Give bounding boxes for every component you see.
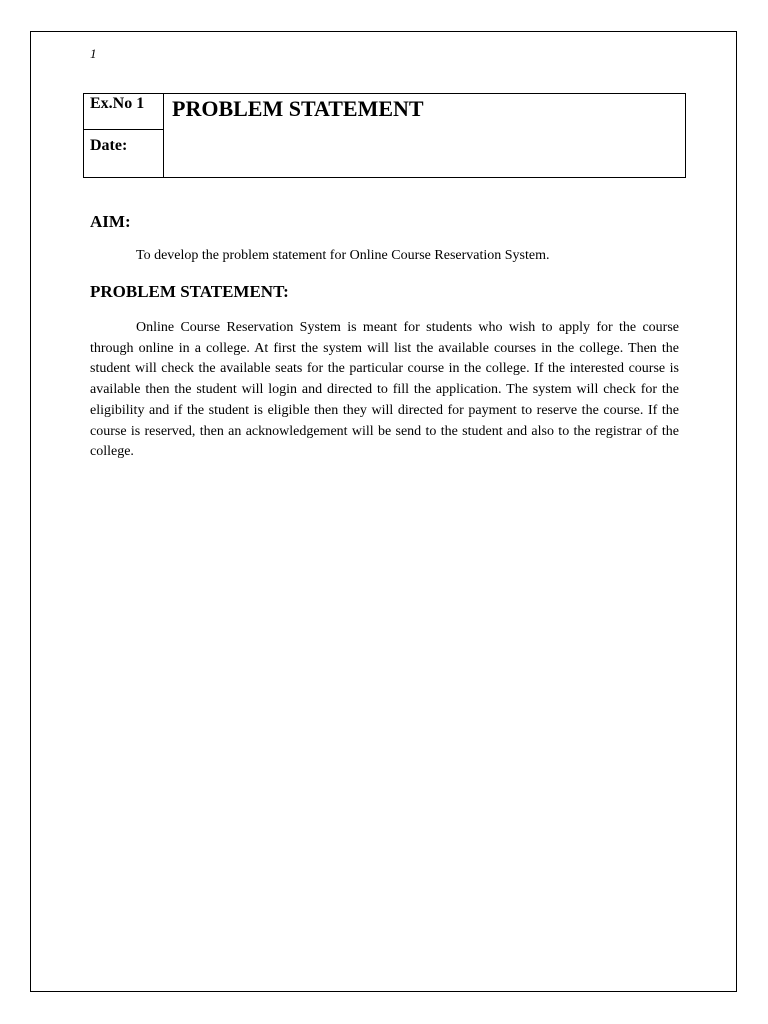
page-number: 1 bbox=[90, 46, 97, 61]
exno-divider bbox=[84, 129, 164, 130]
header-table bbox=[83, 93, 686, 178]
problem-statement-text: Online Course Reservation System is meant for students who wish to apply for the course through online in a college. At first the system will list the available courses in the college. Then the student will check the available seats for the particular course in the college. If the interested course is available then the student will login and directed to fill the application. The system will check for the eligibility and if the student is eligible then they will directed for payment to reserve the course. If the course is reserved, then an acknowledgement will be send to the student and also to the registrar of the college. bbox=[90, 320, 679, 460]
aim-text: To develop the problem statement for Online Course Reservation System. bbox=[136, 248, 550, 263]
date-label: Date: bbox=[90, 137, 128, 154]
aim-heading: AIM: bbox=[90, 212, 131, 231]
exno-label: Ex.No 1 bbox=[90, 95, 145, 112]
document-title: PROBLEM STATEMENT bbox=[172, 96, 424, 121]
header-left-cell bbox=[84, 94, 164, 177]
problem-statement-heading: PROBLEM STATEMENT: bbox=[90, 282, 289, 301]
